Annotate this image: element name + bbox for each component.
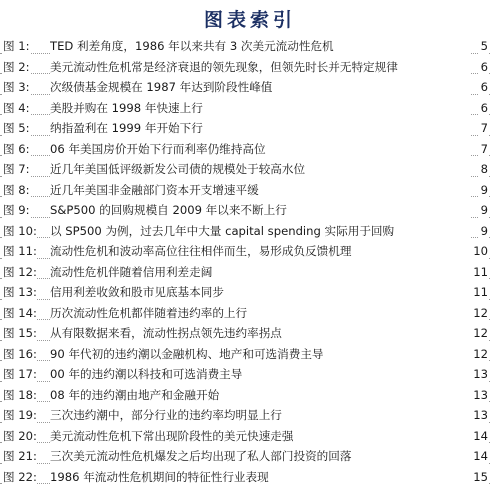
figure-number: 图 19: [3, 405, 37, 426]
page-number: 13 [470, 385, 488, 406]
figure-number: 图 18: [3, 385, 37, 406]
figure-title[interactable]: 流动性危机伴随着信用利差走阔 [50, 262, 470, 283]
figure-index-entry[interactable] [0, 98, 500, 119]
figure-title[interactable]: 美股并购在 1998 年快速上行 [50, 98, 470, 119]
page-number: 8 [478, 159, 488, 180]
figure-number: 图 8: [3, 180, 30, 201]
page-number: 7 [478, 118, 488, 139]
figure-number: 图 1: [3, 36, 30, 57]
figure-number: 图 15: [3, 323, 37, 344]
page-number: 9 [478, 180, 488, 201]
figure-title[interactable]: 1986 年流动性危机期间的特征性行业表现 [50, 467, 470, 487]
figure-title[interactable]: 纳指盈利在 1999 年开始下行 [50, 118, 470, 139]
figure-index-entry[interactable] [0, 467, 500, 487]
figure-index-entry[interactable] [0, 77, 500, 98]
figure-index-entry[interactable] [0, 118, 500, 139]
figure-number: 图 6: [3, 139, 30, 160]
page-number: 7 [478, 139, 488, 160]
figure-title[interactable]: 90 年代初的违约潮以金融机构、地产和可选消费主导 [50, 344, 470, 365]
page-number: 9 [478, 221, 488, 242]
page-number: 13 [470, 405, 488, 426]
figure-index-entry[interactable] [0, 262, 500, 283]
figure-title[interactable]: 三次美元流动性危机爆发之后均出现了私人部门投资的回落 [50, 446, 470, 467]
figure-title[interactable]: 以 SP500 为例，过去几年中大量 capital spending 实际用于回购 [50, 221, 470, 242]
figure-number: 图 21: [3, 446, 37, 467]
figure-index-entry[interactable] [0, 323, 500, 344]
page-number: 14 [470, 446, 488, 467]
figure-number: 图 10: [3, 221, 37, 242]
figure-index-entry[interactable] [0, 180, 500, 201]
page-number: 11 [470, 262, 488, 283]
page-number: 6 [478, 77, 488, 98]
figure-number: 图 4: [3, 98, 30, 119]
figure-index-entry[interactable] [0, 364, 500, 385]
page-number: 6 [478, 57, 488, 78]
figure-number: 图 13: [3, 282, 37, 303]
figure-number: 图 3: [3, 77, 30, 98]
page-number: 14 [470, 426, 488, 447]
figure-index-entry[interactable] [0, 159, 500, 180]
page-title: 图表索引 [203, 9, 296, 31]
figure-number: 图 5: [3, 118, 30, 139]
figure-title[interactable]: 美元流动性危机下常出现阶段性的美元快速走强 [50, 426, 470, 447]
figure-index-entry[interactable] [0, 344, 500, 365]
page-number: 6 [478, 98, 488, 119]
figure-number: 图 20: [3, 426, 37, 447]
page-number: 15 [470, 467, 488, 487]
figure-title[interactable]: S&P500 的回购规模自 2009 年以来不断上行 [50, 200, 470, 221]
figure-index-entry[interactable] [0, 405, 500, 426]
figure-title[interactable]: 信用利差收敛和股市见底基本同步 [50, 282, 470, 303]
figure-index-entry[interactable] [0, 303, 500, 324]
figure-number: 图 12: [3, 262, 37, 283]
figure-index-entry[interactable] [0, 139, 500, 160]
figure-index-entry[interactable] [0, 36, 500, 57]
figure-index-entry[interactable] [0, 282, 500, 303]
figure-number: 图 17: [3, 364, 37, 385]
page-number: 12 [470, 303, 488, 324]
figure-number: 图 9: [3, 200, 30, 221]
figure-number: 图 2: [3, 57, 30, 78]
figure-index-entry[interactable] [0, 200, 500, 221]
figure-number: 图 22: [3, 467, 37, 487]
figure-index-entry[interactable] [0, 241, 500, 262]
figure-title[interactable]: 历次流动性危机都伴随着违约率的上行 [50, 303, 470, 324]
figure-title[interactable]: 06 年美国房价开始下行而利率仍维持高位 [50, 139, 470, 160]
figure-index-entry[interactable] [0, 221, 500, 242]
figure-index-entry[interactable] [0, 385, 500, 406]
figure-number: 图 16: [3, 344, 37, 365]
figure-title[interactable]: 三次违约潮中，部分行业的违约率均明显上行 [50, 405, 470, 426]
page-number: 5 [478, 36, 488, 57]
page-number: 10 [470, 241, 488, 262]
figure-number: 图 7: [3, 159, 30, 180]
page-number: 12 [470, 344, 488, 365]
figure-title[interactable]: TED 利差角度，1986 年以来共有 3 次美元流动性危机 [50, 36, 470, 57]
figure-title[interactable]: 08 年的违约潮由地产和金融开始 [50, 385, 470, 406]
figure-number: 图 14: [3, 303, 37, 324]
figure-title[interactable]: 流动性危机和波动率高位往往相伴而生，易形成负反馈机理 [50, 241, 470, 262]
page-number: 12 [470, 323, 488, 344]
figure-title[interactable]: 次级债基金规模在 1987 年达到阶段性峰值 [50, 77, 470, 98]
figure-number: 图 11: [3, 241, 37, 262]
page-number: 13 [470, 364, 488, 385]
page-number: 9 [478, 200, 488, 221]
figure-title[interactable]: 00 年的违约潮以科技和可选消费主导 [50, 364, 470, 385]
figure-index-entry[interactable] [0, 57, 500, 78]
figure-title[interactable]: 从有限数据来看，流动性拐点领先违约率拐点 [50, 323, 470, 344]
figure-title[interactable]: 美元流动性危机常是经济衰退的领先现象，但领先时长并无特定规律 [50, 57, 470, 78]
figure-index-entry[interactable] [0, 446, 500, 467]
page-number: 11 [470, 282, 488, 303]
figure-index-list [0, 36, 500, 487]
figure-title[interactable]: 近几年美国低评级新发公司债的规模处于较高水位 [50, 159, 470, 180]
figure-index-entry[interactable] [0, 426, 500, 447]
figure-title[interactable]: 近几年美国非金融部门资本开支增速平缓 [50, 180, 470, 201]
